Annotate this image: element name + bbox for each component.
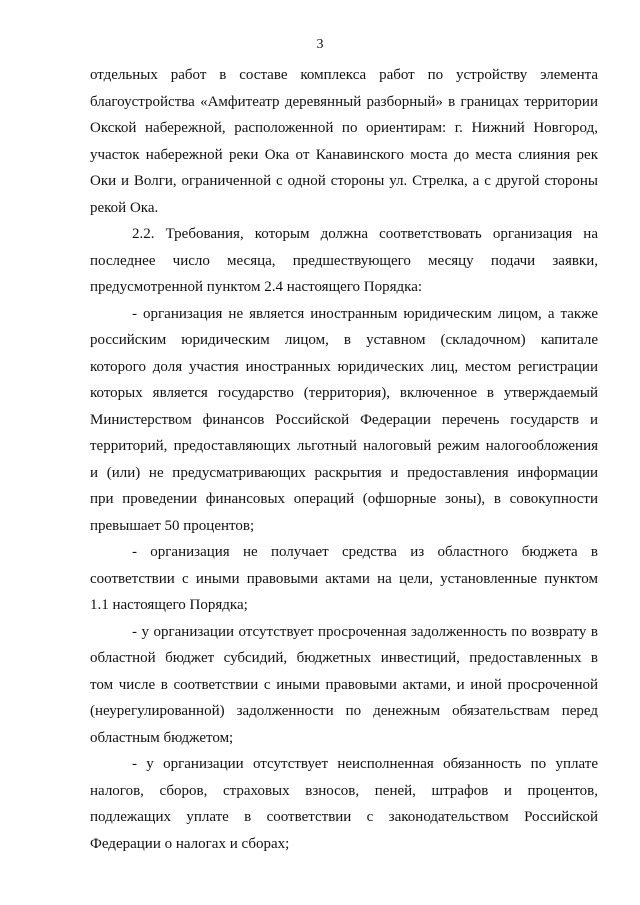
text-line: участок набережной реки Ока от Канавинского моста до места слияния рек [90, 146, 598, 163]
text-line: налогов, сборов, страховых взносов, пеней, штрафов и процентов, [90, 782, 598, 799]
text-line: которых является государство (территория), включенное в утверждаемый [90, 385, 598, 401]
text-line: том числе в соответствии с иными правовыми актами, и иной просроченной [90, 676, 598, 693]
text-line: при проведении финансовых операций (офшорные зоны), в совокупности [90, 491, 598, 507]
text-line: подлежащих уплате в соответствии с законодательством Российской [90, 809, 598, 825]
text-line: 2.2. Требования, которым должна соответствовать организация на [132, 226, 598, 242]
text-line: Окской набережной, расположенной по ориентирам: г. Нижний Новгород, [90, 120, 598, 136]
text-line: областным бюджетом; [90, 729, 234, 746]
text-line: (неурегулированной) задолженности по денежным обязательствам перед [90, 703, 598, 719]
text-line: которого доля участия иностранных юридических лиц, местом регистрации [90, 358, 598, 375]
text-line: предусмотренной пунктом 2.4 настоящего Порядка: [90, 279, 423, 295]
text-line: рекой Ока. [90, 199, 159, 216]
text-line: 1.1 настоящего Порядка; [90, 597, 248, 613]
text-line: Федерации о налогах и сборах; [90, 835, 290, 852]
text-line: - у организации отсутствует просроченная задолженность по возврату в [132, 623, 598, 640]
text-line: отдельных работ в составе комплекса работ по устройству элемента [90, 67, 598, 83]
text-line: - у организации отсутствует неисполненная обязанность по уплате [132, 756, 598, 772]
text-line: последнее число месяца, предшествующего месяцу подачи заявки, [90, 252, 598, 269]
text-line: Оки и Волги, ограниченной с одной стороны ул. Стрелка, а с другой стороны [90, 173, 598, 189]
text-line: соответствии с иными правовыми актами на цели, установленные пунктом [90, 570, 598, 587]
text-line: - организация не является иностранным юридическим лицом, а также [132, 305, 598, 322]
text-line: благоустройства «Амфитеатр деревянный разборный» в границах территории [90, 93, 598, 110]
text-line: российским юридическим лицом, в уставном (складочном) капитале [90, 332, 598, 348]
text-line: - организация не получает средства из областного бюджета в [132, 544, 598, 560]
document-body [90, 62, 598, 857]
text-line: территорий, предоставляющих льготный налоговый режим налогообложения [90, 438, 598, 454]
page-number: 3 [316, 37, 324, 52]
text-line: и (или) не предусматривающих раскрытия и предоставления информации [90, 464, 598, 481]
text-line: областной бюджет субсидий, бюджетных инвестиций, предоставленных в [90, 650, 598, 666]
text-line: Министерством финансов Российской Федерации перечень государств и [90, 411, 598, 428]
text-line: превышает 50 процентов; [90, 517, 255, 534]
